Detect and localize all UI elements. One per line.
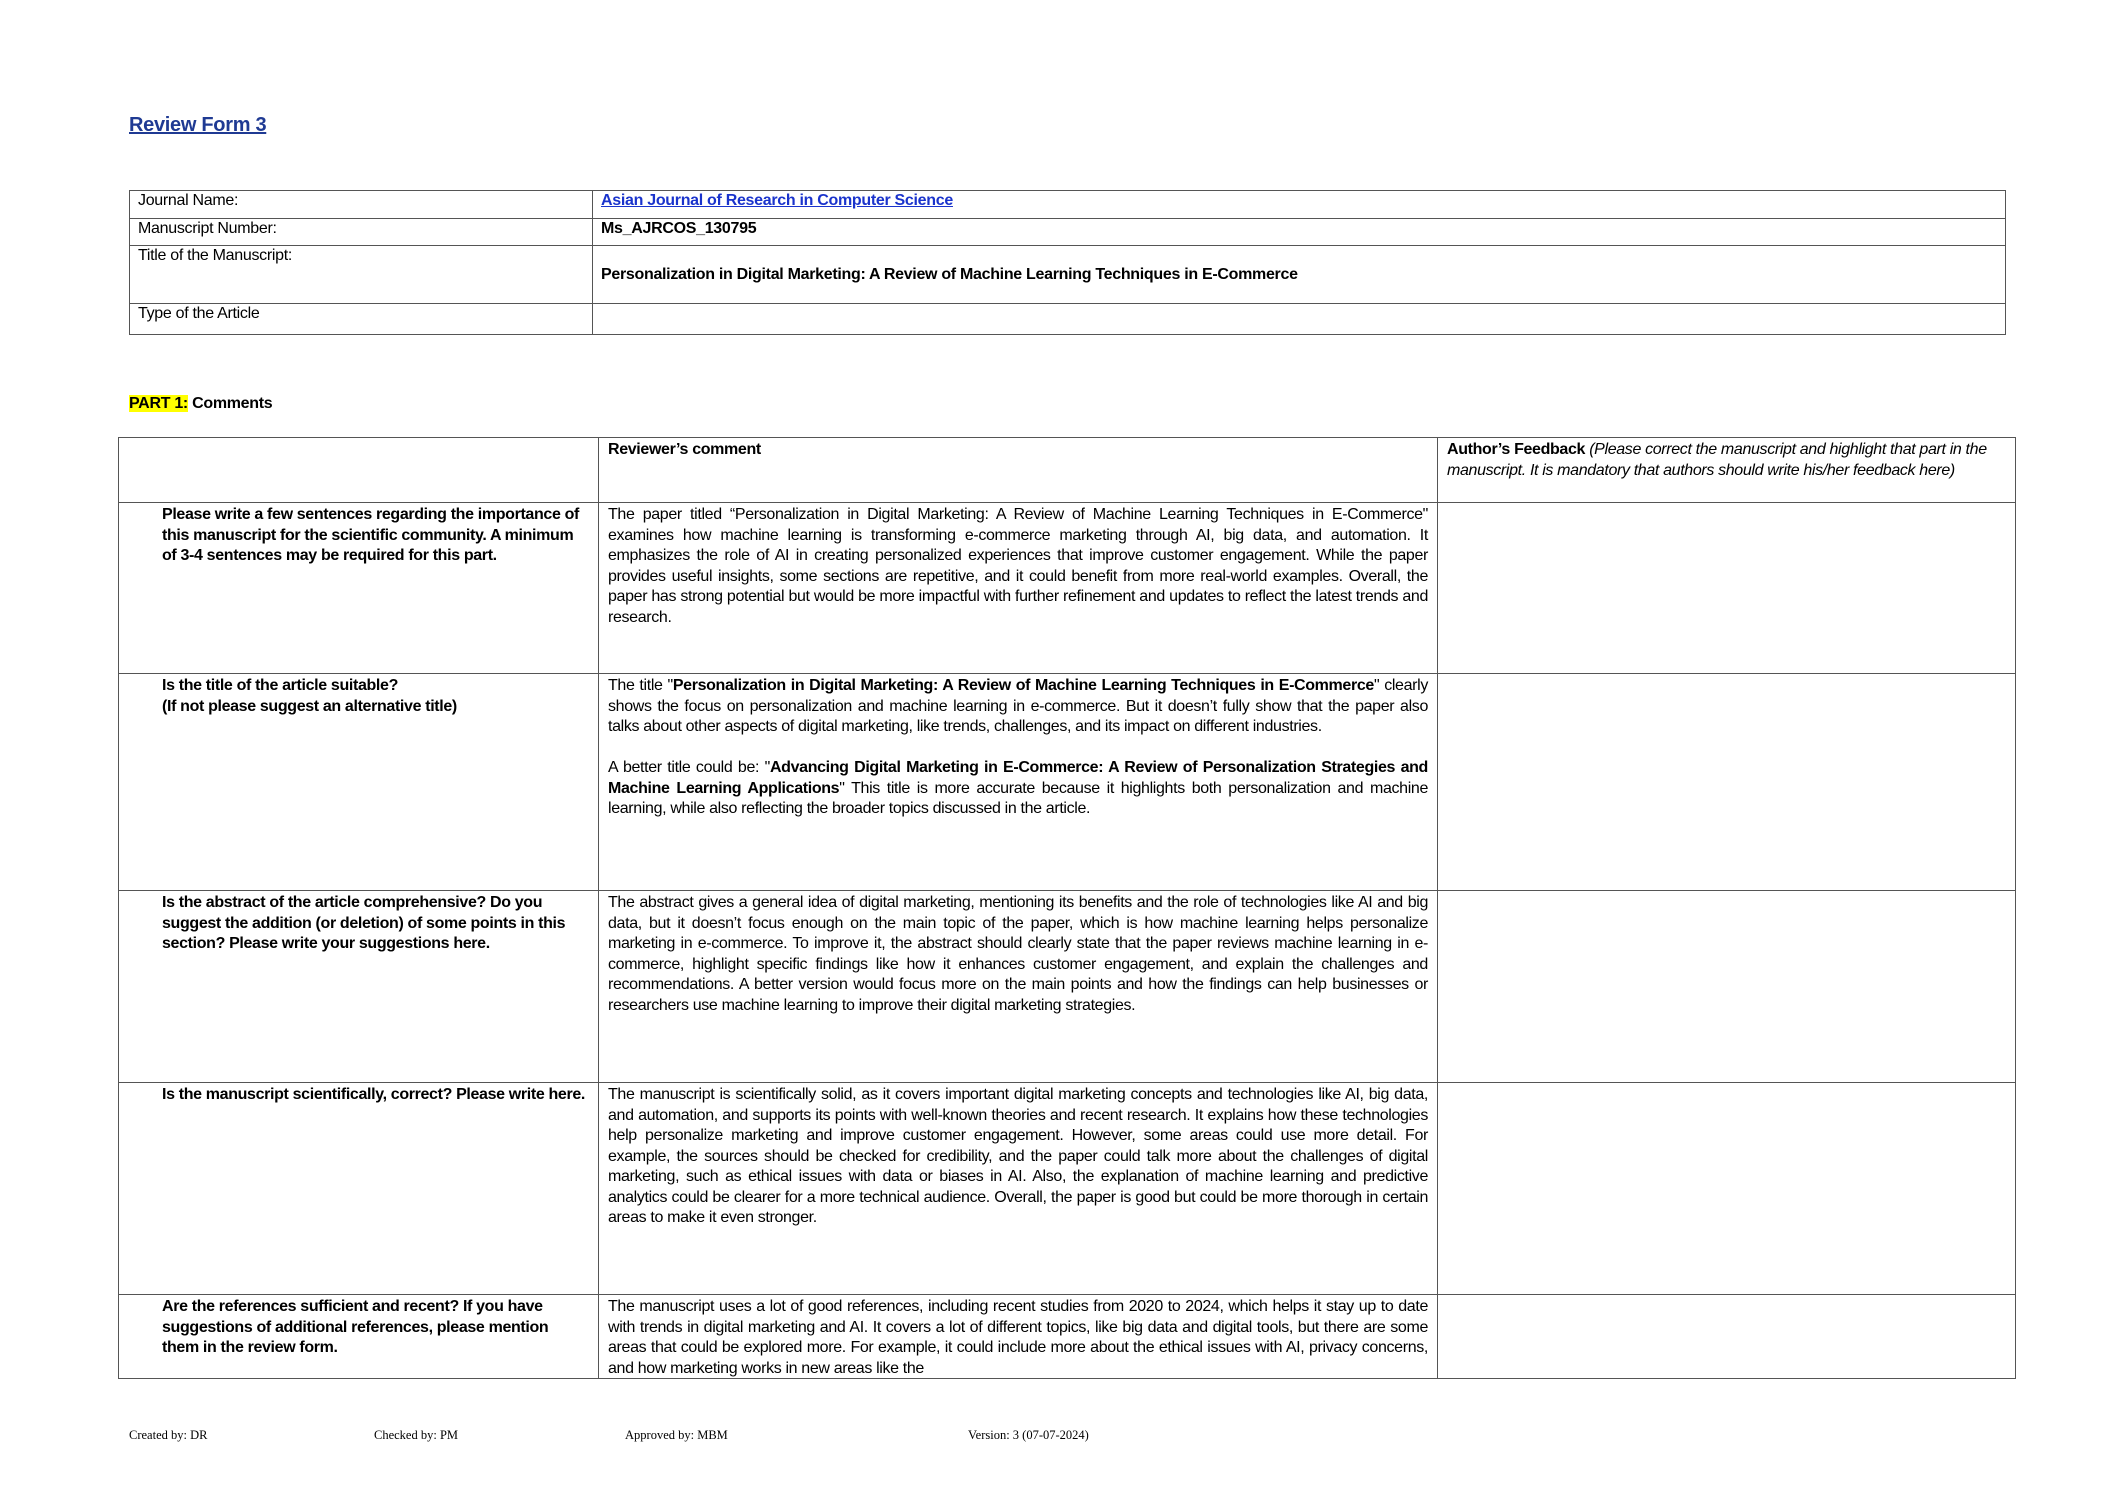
- manuscript-info-table: [129, 190, 2006, 335]
- form-title[interactable]: Review Form 3: [129, 114, 267, 136]
- author-feedback-field[interactable]: [1438, 1083, 2015, 1294]
- footer-checked-by: Checked by: PM: [374, 1428, 459, 1442]
- manuscript-number-value: Ms_AJRCOS_130795: [593, 219, 2006, 246]
- question-title-suitable: Is the title of the article suitable? (If not please suggest an alternative title): [162, 677, 457, 715]
- question-scientific: Is the manuscript scientifically, correct? Please write here.: [162, 1086, 585, 1103]
- footer-created-by: Created by: DR: [129, 1428, 208, 1442]
- reviewer-comment: The manuscript uses a lot of good references, including recent studies from 2020 to 2024, which helps it stay up to date with trends in digital marketing and AI. It covers a lot of different topics, like big data and digital tools, but there are some areas that could be explored more. For example, it could include more about the ethical issues with AI, privacy concerns, and how marketing works in new areas like the: [608, 1298, 1428, 1377]
- reviewer-comment: [599, 674, 1437, 890]
- header-reviewer-comment: Reviewer’s comment: [608, 441, 761, 458]
- manuscript-number-label: Manuscript Number:: [130, 219, 593, 246]
- journal-name-link[interactable]: Asian Journal of Research in Computer Science: [601, 192, 953, 209]
- table-row: [119, 674, 2016, 891]
- comment-text: A better title could be: ": [608, 759, 770, 776]
- article-type-label: Type of the Article: [130, 304, 593, 335]
- journal-name-label: Journal Name:: [130, 191, 593, 219]
- comment-paragraph: [608, 676, 1428, 738]
- reviewer-comment: The paper titled “Personalization in Digital Marketing: A Review of Machine Learning Techniques in E-Commerce" examines how machine learning is transforming e-commerce marketing through AI, big data, and automation. It emphasizes the role of AI in creating personalized experiences that improve customer engagement. While the paper provides useful insights, some sections are repetitive, and it could benefit from more real-world examples. Overall, the paper has strong potential but would be more impactful with further refinement and updates to reflect the latest trends and research.: [608, 506, 1428, 626]
- table-row: [119, 1295, 2016, 1379]
- part-number: PART 1:: [129, 395, 188, 412]
- reviewer-comment: The abstract gives a general idea of digital marketing, mentioning its benefits and the role of technologies like AI and big data, but it doesn’t focus enough on the main topic of the paper, which is how machine learning helps personalize marketing in e-commerce. To improve it, the abstract should clearly state that the paper reviews machine learning in e-commerce, highlight specific findings like how it enhances customer engagement, and explain the challenges and recommendations. A better version would focus more on the main points and how the findings can help businesses or researchers use machine learning to improve their digital marketing strategies.: [608, 894, 1428, 1014]
- footer-approved-by: Approved by: MBM: [625, 1428, 728, 1442]
- comment-text: " clearly shows the focus on personalization and machine learning in e-commerce. But it doesn’t fully show that the paper also talks about other aspects of digital marketing, like trends, challenges, and its impact on different industries.: [608, 677, 1428, 735]
- table-row: [119, 503, 2016, 674]
- part-heading: [129, 395, 272, 413]
- header-author-feedback: [1438, 438, 2015, 502]
- table-row: [119, 1083, 2016, 1295]
- comment-text: The title ": [608, 677, 673, 694]
- author-feedback-field[interactable]: [1438, 674, 2015, 890]
- manuscript-title-value: Personalization in Digital Marketing: A Review of Machine Learning Techniques in E-Commerce: [593, 246, 2006, 304]
- header-empty: [119, 438, 598, 502]
- author-feedback-field[interactable]: [1438, 891, 2015, 1082]
- question-abstract: Is the abstract of the article comprehensive? Do you suggest the addition (or deletion) of some points in this section? Please write your suggestions here.: [162, 894, 566, 952]
- author-feedback-field[interactable]: [1438, 1295, 2015, 1378]
- table-row: [119, 891, 2016, 1083]
- suggested-title: Advancing Digital Marketing in E-Commerce: A Review of Personalization Strategies and Machine Learning Applications: [608, 759, 1428, 797]
- author-feedback-instructions: (Please correct the manuscript and highlight that part in the manuscript. It is mandatory that authors should write his/her feedback here): [1447, 441, 1987, 479]
- author-feedback-title: Author’s Feedback: [1447, 441, 1586, 458]
- reviewer-comment: The manuscript is scientifically solid, as it covers important digital marketing concepts and technologies like AI, big data, and automation, and supports its points with well-known theories and recent research. It explains how these technologies help personalize marketing and improve customer engagement. However, some areas could use more detail. For example, the sources should be checked for credibility, and the paper could talk more about the challenges of digital marketing, such as ethical issues with data or biases in AI. Also, the explanation of machine learning and predictive analytics could be clearer for a more technical audience. Overall, the paper is good but could be more thorough in certain areas to make it even stronger.: [608, 1086, 1428, 1226]
- question-references: Are the references sufficient and recent? If you have suggestions of additional references, please mention them in the review form.: [162, 1298, 549, 1356]
- manuscript-title-label: Title of the Manuscript:: [130, 246, 593, 304]
- author-feedback-field[interactable]: [1438, 503, 2015, 673]
- part-title: Comments: [187, 395, 273, 412]
- footer-version: Version: 3 (07-07-2024): [968, 1428, 1089, 1442]
- comment-paragraph: [608, 758, 1428, 820]
- comments-table: [118, 437, 2016, 1379]
- question-importance: Please write a few sentences regarding the importance of this manuscript for the scientific community. A minimum of 3-4 sentences may be required for this part.: [162, 506, 579, 564]
- article-type-value[interactable]: [593, 304, 2006, 335]
- current-title: Personalization in Digital Marketing: A Review of Machine Learning Techniques in E-Commerce: [672, 677, 1374, 694]
- comment-text: " This title is more accurate because it highlights both personalization and machine learning, while also reflecting the broader topics discussed in the article.: [608, 779, 1428, 817]
